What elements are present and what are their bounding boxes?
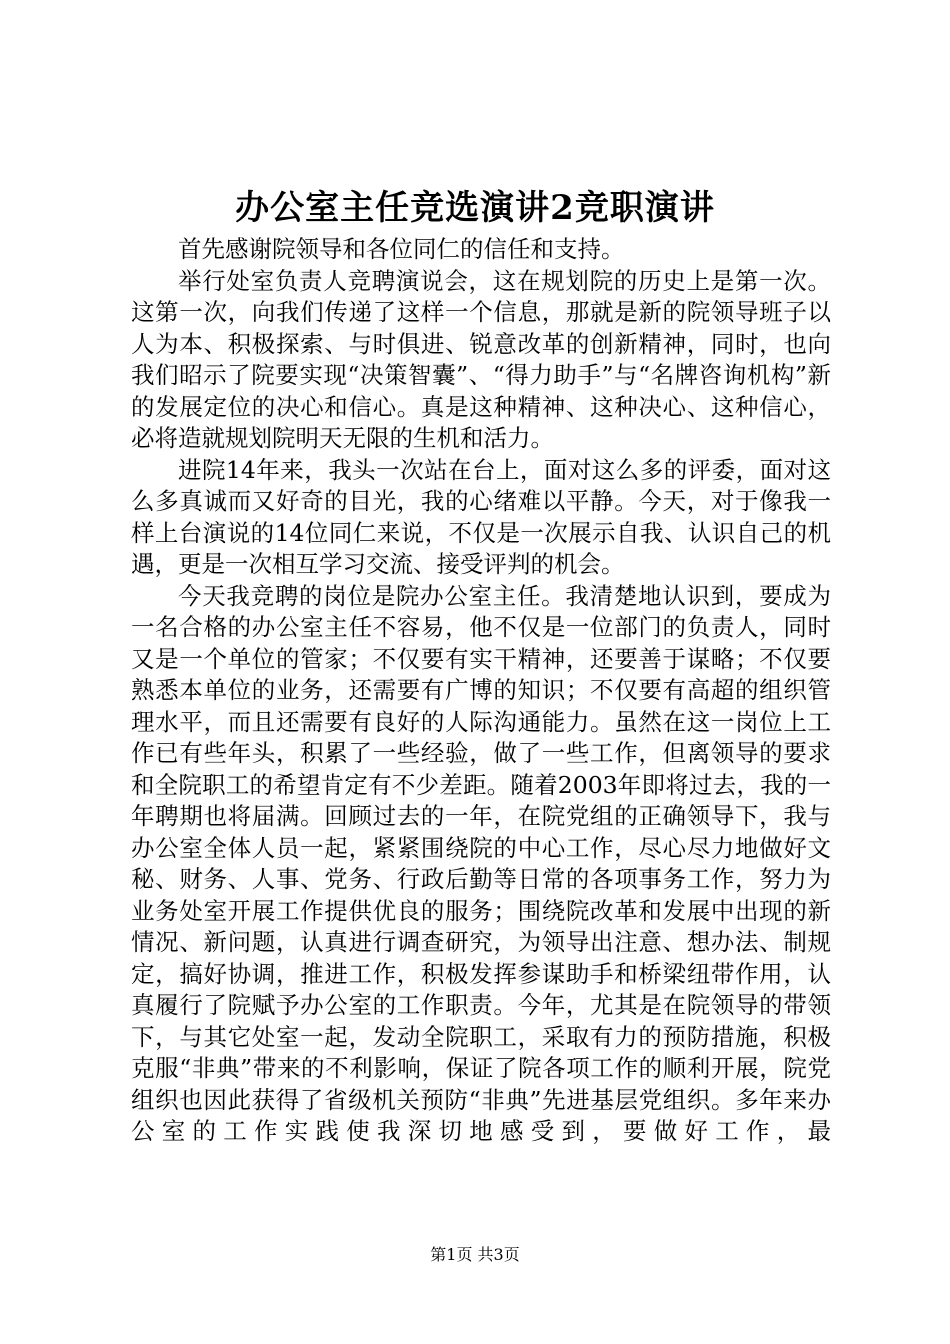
paragraph-position: 今天我竞聘的岗位是院办公室主任。我清楚地认识到，要成为一名合格的办公室主任不容易，他不仅是一位部门的负责人，同时又是一个单位的管家；不仅要有实干精神，还要善于谋略；不仅要熟悉本单位的业务，还需要有广博的知识；不仅要有高超的组织管理水平，而且还需要有良好的人际沟通能力。虽然在这一岗位上工作已有些年头，积累了一些经验，做了一些工作，但离领导的要求和全院职工的希望肯定有不少差距。随着2003年即将过去，我的一年聘期也将届满。回顾过去的一年，在院党组的正确领导下，我与办公室全体人员一起，紧紧围绕院的中心工作，尽心尽力地做好文秘、财务、人事、党务、行政后勤等日常的各项事务工作，努力为业务处室开展工作提供优良的服务；围绕院改革和发展中出现的新情况、新问题，认真进行调查研究，为领导出注意、想办法、制规定，搞好协调，推进工作，积极发挥参谋助手和桥梁纽带作用，认真履行了院赋予办公室的工作职责。今年，尤其是在院领导的带领下，与其它处室一起，发动全院职工，采取有力的预防措施，积极克服“非典”带来的不利影响，保证了院各项工作的顺利开展，院党组织也因此获得了省级机关预防“非典”先进基层党组织。多年来办公室的工作实践使我深切地感受到，要做好工作，最 [131, 581, 831, 1145]
paragraph-thanks: 首先感谢院领导和各位同仁的信任和支持。 [178, 235, 625, 263]
paragraph-introduction: 举行处室负责人竞聘演说会，这在规划院的历史上是第一次。这第一次，向我们传递了这样一个信息，那就是新的院领导班子以人为本、积极探索、与时俱进、锐意改革的创新精神，同时，也向我们昭示了院要实现“决策智囊”、“得力助手”与“名牌咨询机构”新的发展定位的决心和信心。真是这种精神、这种决心、这种信心，必将造就规划院明天无限的生机和活力。 [131, 266, 831, 452]
page-footer: 第1页 共3页 [430, 1245, 520, 1264]
document-title: 办公室主任竞选演讲2竞职演讲 [235, 188, 715, 228]
document-body [131, 234, 831, 1148]
paragraph-experience: 进院14年来，我头一次站在台上，面对这么多的评委，面对这么多真诚而又好奇的目光，我的心绪难以平静。今天，对于像我一样上台演说的14位同仁来说，不仅是一次展示自我、认识自己的机遇，更是一次相互学习交流、接受评判的机会。 [131, 455, 831, 578]
